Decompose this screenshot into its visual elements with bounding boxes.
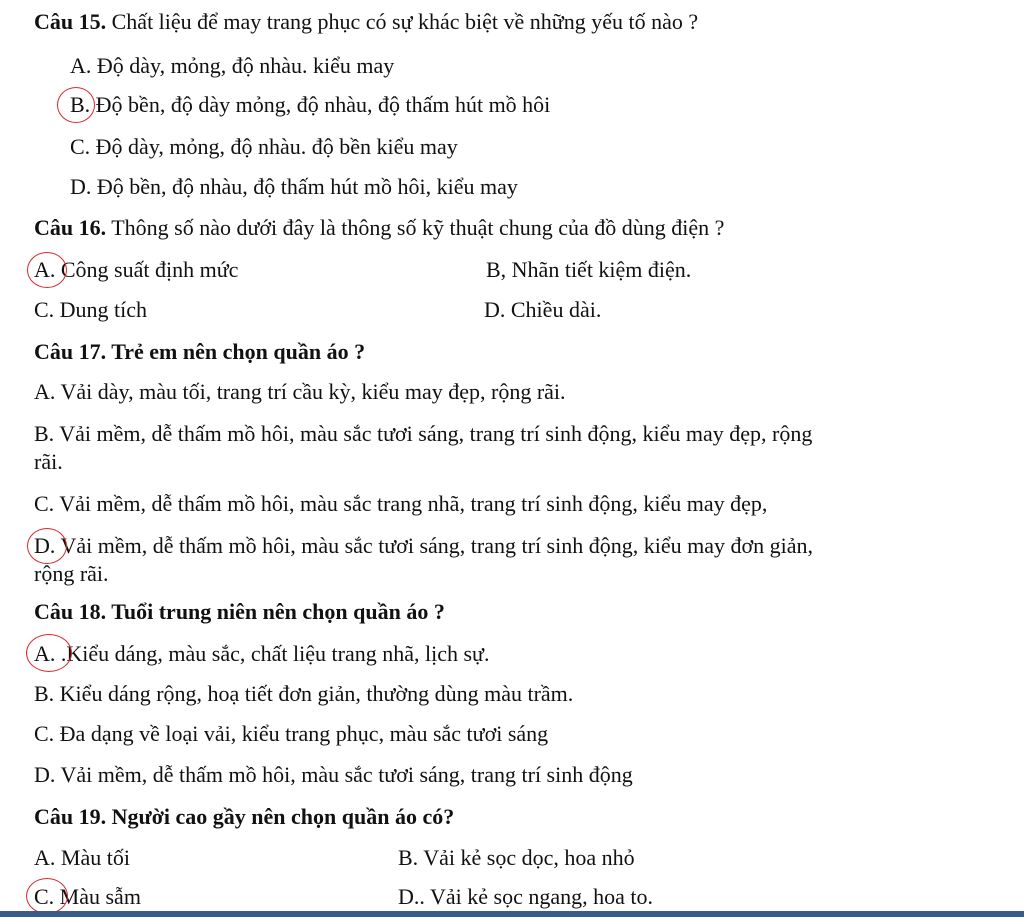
q16-option-d: D. Chiều dài. [484, 297, 602, 322]
q17-option-a: A. Vải dày, màu tối, trang trí cầu kỳ, kiểu may đẹp, rộng rãi. [34, 379, 566, 404]
q16-option-a: A. Công suất định mức [34, 257, 239, 282]
q16-option-c: C. Dung tích [34, 297, 148, 322]
q19-option-c: C. Màu sẫm [34, 884, 141, 909]
answer-circle-q16 [27, 252, 67, 288]
question-15-label: Câu 15. [34, 9, 107, 34]
q18-option-d: D. Vải mềm, dễ thấm mồ hôi, màu sắc tươi sáng, trang trí sinh động [34, 762, 633, 787]
answer-circle-q19 [26, 878, 68, 914]
q19-option-d: D.. Vải kẻ sọc ngang, hoa to. [398, 884, 653, 909]
question-16 [34, 214, 724, 242]
question-19: Câu 19. Người cao gầy nên chọn quần áo có? [34, 804, 455, 829]
q19-option-b: B. Vải kẻ sọc dọc, hoa nhỏ [398, 845, 635, 870]
q18-option-b: B. Kiểu dáng rộng, hoạ tiết đơn giản, thường dùng màu trầm. [34, 681, 574, 706]
q17-option-c: C. Vải mềm, dễ thấm mồ hôi, màu sắc trang nhã, trang trí sinh động, kiểu may đẹp, [34, 491, 768, 516]
q18-option-a: A. .Kiểu dáng, màu sắc, chất liệu trang nhã, lịch sự. [34, 641, 490, 666]
q15-option-d: D. Độ bền, độ nhàu, độ thấm hút mồ hôi, kiểu may [70, 174, 518, 199]
q17-option-d-line2: rộng rãi. [34, 561, 109, 586]
question-16-text: Thông số nào dưới đây là thông số kỹ thuật chung của đồ dùng điện ? [106, 215, 725, 240]
answer-circle-q15 [57, 87, 95, 123]
question-16-label: Câu 16. [34, 215, 107, 240]
q16-option-b: B, Nhãn tiết kiệm điện. [486, 257, 692, 282]
question-18: Câu 18. Tuổi trung niên nên chọn quần áo ? [34, 599, 445, 624]
question-15 [34, 8, 698, 36]
bottom-border-bar [0, 911, 1024, 917]
q17-option-b-line1: B. Vải mềm, dễ thấm mồ hôi, màu sắc tươi sáng, trang trí sinh động, kiểu may đẹp, rộng [34, 421, 813, 446]
q19-option-a: A. Màu tối [34, 845, 130, 870]
q18-option-c: C. Đa dạng về loại vải, kiểu trang phục, màu sắc tươi sáng [34, 721, 549, 746]
question-15-text: Chất liệu để may trang phục có sự khác biệt về những yếu tố nào ? [106, 9, 699, 34]
q17-option-d-line1: D. Vải mềm, dễ thấm mồ hôi, màu sắc tươi sáng, trang trí sinh động, kiểu may đơn giản, [34, 533, 813, 558]
q17-option-b-line2: rãi. [34, 449, 63, 474]
q15-option-b: B. Độ bền, độ dày mỏng, độ nhàu, độ thấm hút mồ hôi [70, 92, 551, 117]
answer-circle-q17 [27, 528, 67, 564]
q15-option-c: C. Độ dày, mỏng, độ nhàu. độ bền kiểu may [70, 134, 458, 159]
answer-circle-q18 [26, 634, 72, 672]
question-17: Câu 17. Trẻ em nên chọn quần áo ? [34, 339, 366, 364]
q15-option-a: A. Độ dày, mỏng, độ nhàu. kiểu may [70, 53, 395, 78]
